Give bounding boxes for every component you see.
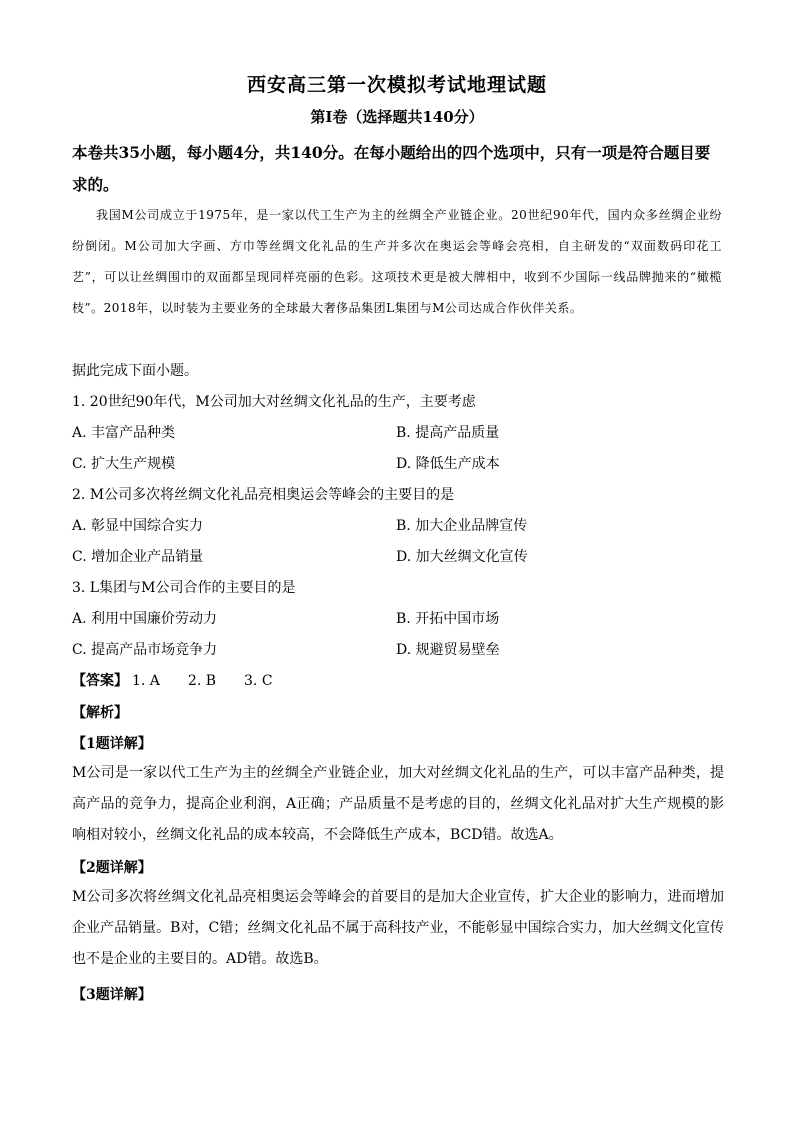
detail-1-text: M公司是一家以代工生产为主的丝绸全产业链企业，加大对丝绸文化礼品的生产，可以丰富产品种类，提高产品的竞争力，提高企业利润，A正确；产品质量不是考虑的目的，丝绸文化礼品对扩大生产规模的影响相对较小，丝绸文化礼品的成本较高，不会降低生产成本，BCD错。故选A。 — [72, 765, 724, 843]
question-3-stem: 3. L集团与M公司合作的主要目的是 — [72, 580, 296, 596]
section-subtitle: 第Ⅰ卷（选择题共140分） — [310, 108, 484, 126]
question-3-option-a: A. 利用中国廉价劳动力 — [72, 611, 218, 627]
answer-text: 1. A 2. B 3. C — [132, 673, 273, 689]
question-1-stem: 1. 20世纪90年代，M公司加大对丝绸文化礼品的生产，主要考虑 — [72, 394, 476, 410]
question-2-option-d: D. 加大丝绸文化宣传 — [396, 549, 528, 565]
question-2-option-c: C. 增加企业产品销量 — [72, 549, 204, 565]
question-2-option-a: A. 彰显中国综合实力 — [72, 518, 204, 534]
question-prompt: 据此完成下面小题。 — [72, 363, 198, 379]
question-1-option-b: B. 提高产品质量 — [396, 425, 500, 441]
exam-title: 西安高三第一次模拟考试地理试题 — [246, 74, 547, 96]
analysis-label: 【解析】 — [72, 705, 128, 721]
answer-row — [72, 670, 273, 690]
detail-3-label: 【3题详解】 — [72, 987, 152, 1003]
question-3-option-c: C. 提高产品市场竞争力 — [72, 642, 218, 658]
detail-2-text: M公司多次将丝绸文化礼品亮相奥运会等峰会的首要目的是加大企业宣传，扩大企业的影响力，进而增加企业产品销量。B对，C错；丝绸文化礼品不属于高科技产业，不能彰显中国综合实力，加大丝绸文化宣传也不是企业的主要目的。AD错。故选B。 — [72, 889, 724, 967]
reading-passage: 我国M公司成立于1975年，是一家以代工生产为主的丝绸全产业链企业。20世纪90年代，国内众多丝绸企业纷纷倒闭。M公司加大字画、方巾等丝绸文化礼品的生产并多次在奥运会等峰会亮相，自主研发的“双面数码印花工艺”，可以让丝绸围巾的双面都呈现同样亮丽的色彩。这项技术更是被大牌相中，收到不少国际一线品牌抛来的“橄榄枝”。2018年，以时装为主要业务的全球最大奢侈品集团L集团与M公司达成合作伙伴关系。 — [72, 208, 722, 315]
detail-2-label: 【2题详解】 — [72, 860, 152, 876]
question-1-option-d: D. 降低生产成本 — [396, 456, 500, 472]
detail-1-label: 【1题详解】 — [72, 736, 152, 752]
question-2-stem: 2. M公司多次将丝绸文化礼品亮相奥运会等峰会的主要目的是 — [72, 487, 455, 503]
section-instructions: 本卷共35小题，每小题4分，共140分。在每小题给出的四个选项中，只有一项是符合题目要求的。 — [72, 143, 711, 194]
question-1-option-a: A. 丰富产品种类 — [72, 425, 176, 441]
answer-label: 【答案】 — [72, 673, 128, 689]
question-2-option-b: B. 加大企业品牌宣传 — [396, 518, 528, 534]
question-1-option-c: C. 扩大生产规模 — [72, 456, 176, 472]
question-3-option-d: D. 规避贸易壁垒 — [396, 642, 500, 658]
question-3-option-b: B. 开拓中国市场 — [396, 611, 500, 627]
